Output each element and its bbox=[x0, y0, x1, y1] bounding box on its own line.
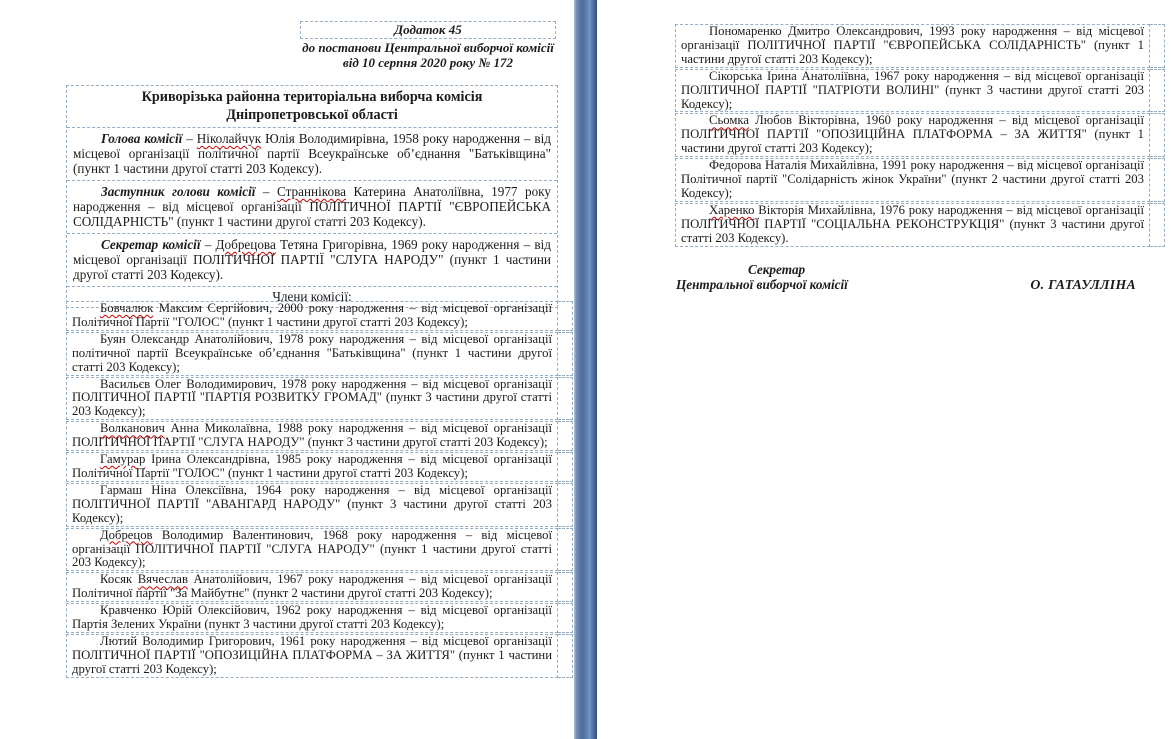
member-text: Гамурар Ірина Олександрівна, 1985 року народження – від місцевої організації Політичної Партії "ГОЛОС" (пункт 1 частини другої статті 203 Кодексу); bbox=[66, 452, 558, 482]
member-row bbox=[675, 203, 1165, 247]
spacer-cell bbox=[558, 572, 573, 602]
member-text: Гармаш Ніна Олексіївна, 1964 року народження – від місцевої організації ПОЛІТИЧНОЇ ПАРТІЇ "АВАНГАРД НАРОДУ" (пункт 3 частини другої статті 203 Кодексу); bbox=[66, 483, 558, 527]
officer-row-deputy: Заступник голови комісії – Страннікова Катерина Анатоліївна, 1977 року народження – від місцевої організації ПОЛІТИЧНОЇ ПАРТІЇ "ЄВРОПЕЙСЬКА СОЛІДАРНІСТЬ" (пункт 1 частини другої статті 203 Кодексу). bbox=[67, 180, 557, 233]
spacer-cell bbox=[558, 634, 573, 678]
page-divider bbox=[574, 0, 597, 739]
spacer-cell bbox=[558, 452, 573, 482]
members-list-page1 bbox=[66, 301, 573, 679]
member-text: Сьомка Любов Вікторівна, 1960 року народження – від місцевої організації ПОЛІТИЧНОЇ ПАРТІЇ "ОПОЗИЦІЙНА ПЛАТФОРМА – ЗА ЖИТТЯ" (пункт 1 частини другої статті 203 Кодексу); bbox=[675, 113, 1150, 157]
signature-block bbox=[676, 262, 1136, 292]
appendix-line-2: від 10 серпня 2020 року № 172 bbox=[342, 55, 514, 70]
member-text: Пономаренко Дмитро Олександрович, 1993 року народження – від місцевої організації ПОЛІТИЧНОЇ ПАРТІЇ "ЄВРОПЕЙСЬКА СОЛІДАРНІСТЬ" (пункт 1 частини другої статті 203 Кодексу); bbox=[675, 24, 1150, 68]
member-text: Васильєв Олег Володимирович, 1978 року народження – від місцевої організації ПОЛІТИЧНОЇ ПАРТІЇ "ПАРТІЯ РОЗВИТКУ ГРОМАД" (пункт 3 частини другої статті 203 Кодексу); bbox=[66, 377, 558, 421]
member-row bbox=[66, 528, 573, 572]
member-text: Добрецов Володимир Валентинович, 1968 року народження – від місцевої організації ПОЛІТИЧНОЇ ПАРТІЇ "СЛУГА НАРОДУ" (пункт 1 частини другої статті 203 Кодексу); bbox=[66, 528, 558, 572]
signature-role-line-2: Центральної виборчої комісії bbox=[676, 277, 848, 292]
spacer-cell bbox=[1150, 113, 1165, 157]
member-text: Кравченко Юрій Олексійович, 1962 року народження – від місцевої організації Партія Зелених України (пункт 3 частини другої статті 203 Кодексу); bbox=[66, 603, 558, 633]
member-text: Буян Олександр Анатолійович, 1978 року народження – від місцевої організації політичної партії Всеукраїнське об’єднання "Батьківщина" (пункт 1 частини другої статті 203 Кодексу); bbox=[66, 332, 558, 376]
member-text: Косяк Вячеслав Анатолійович, 1967 року народження – від місцевої організації Політичної партії "За Майбутнє" (пункт 2 частини другої статті 203 Кодексу); bbox=[66, 572, 558, 602]
officer-row-chair: Голова комісії – Ніколайчук Юлія Володимирівна, 1958 року народження – від місцевої організації політичної партії Всеукраїнське об’єднання "Батьківщина" (пункт 1 частини другої статті 203 Кодексу). bbox=[67, 127, 557, 180]
appendix-box: Додаток 45 bbox=[300, 21, 556, 39]
member-row bbox=[66, 483, 573, 527]
member-row bbox=[66, 603, 573, 633]
commission-title bbox=[67, 86, 557, 127]
member-text: Сікорська Ірина Анатоліївна, 1967 року народження – від місцевої організації ПОЛІТИЧНОЇ ПАРТІЇ "ПАТРІОТИ ВОЛИНІ" (пункт 3 частини другої статті 203 Кодексу); bbox=[675, 69, 1150, 113]
spacer-cell bbox=[1150, 24, 1165, 68]
spacer-cell bbox=[558, 421, 573, 451]
signature-role bbox=[676, 262, 848, 292]
spacer-cell bbox=[558, 483, 573, 527]
member-text: Харенко Вікторія Михайлівна, 1976 року народження – від місцевої організації ПОЛІТИЧНОЇ ПАРТІЇ "СОЦІАЛЬНА РЕКОНСТРУКЦІЯ" (пункт 3 частини другої статті 203 Кодексу). bbox=[675, 203, 1150, 247]
members-label: Члени комісії: bbox=[67, 286, 557, 307]
member-row bbox=[66, 634, 573, 678]
member-row bbox=[66, 572, 573, 602]
spacer-cell bbox=[1150, 158, 1165, 202]
officer-row-secretary: Секретар комісії – Добрецова Тетяна Григорівна, 1969 року народження – від місцевої організації ПОЛІТИЧНОЇ ПАРТІЇ "СЛУГА НАРОДУ" (пункт 1 частини другої статті 203 Кодексу). bbox=[67, 233, 557, 286]
member-row bbox=[66, 377, 573, 421]
page-1 bbox=[0, 0, 574, 739]
signature-name: О. ГАТАУЛЛІНА bbox=[1030, 277, 1136, 292]
spacer-cell bbox=[558, 528, 573, 572]
member-row bbox=[675, 24, 1165, 68]
member-row bbox=[66, 452, 573, 482]
spacer-cell bbox=[558, 332, 573, 376]
spacer-cell bbox=[558, 603, 573, 633]
commission-title-line-1: Криворізька районна територіальна виборча комісія bbox=[141, 89, 483, 105]
appendix-line-1: до постанови Центральної виборчої комісії bbox=[302, 39, 554, 55]
member-text: Лютий Володимир Григорович, 1961 року народження – від місцевої організації ПОЛІТИЧНОЇ ПАРТІЇ "ОПОЗИЦІЙНА ПЛАТФОРМА – ЗА ЖИТТЯ" (пункт 1 частини другої статті 203 Кодексу); bbox=[66, 634, 558, 678]
member-text: Федорова Наталія Михайлівна, 1991 року народження – від місцевої організації Політичної партії "Солідарність жінок України" (пункт 2 частини другої статті 203 Кодексу); bbox=[675, 158, 1150, 202]
member-row bbox=[66, 332, 573, 376]
signature-role-line-1: Секретар bbox=[748, 262, 806, 277]
member-row bbox=[66, 421, 573, 451]
appendix-header bbox=[300, 21, 556, 71]
spacer-cell bbox=[1150, 69, 1165, 113]
member-text: Бовчалюк Максим Сергійович, 2000 року народження – від місцевої організації Політичної Партії "ГОЛОС" (пункт 1 частини другої статті 203 Кодексу); bbox=[66, 301, 558, 331]
page-2 bbox=[597, 0, 1171, 739]
commission-title-line-2: Дніпропетровської області bbox=[226, 107, 398, 123]
member-row bbox=[675, 113, 1165, 157]
members-list-page2 bbox=[675, 24, 1165, 248]
member-row bbox=[66, 301, 573, 331]
commission-table bbox=[66, 85, 558, 308]
spacer-cell bbox=[558, 377, 573, 421]
spacer-cell bbox=[1150, 203, 1165, 247]
member-text: Волканович Анна Миколаївна, 1988 року народження – від місцевої організації ПОЛІТИЧНОЇ ПАРТІЇ "СЛУГА НАРОДУ" (пункт 3 частини другої статті 203 Кодексу); bbox=[66, 421, 558, 451]
spacer-cell bbox=[558, 301, 573, 331]
member-row bbox=[675, 158, 1165, 202]
member-row bbox=[675, 69, 1165, 113]
